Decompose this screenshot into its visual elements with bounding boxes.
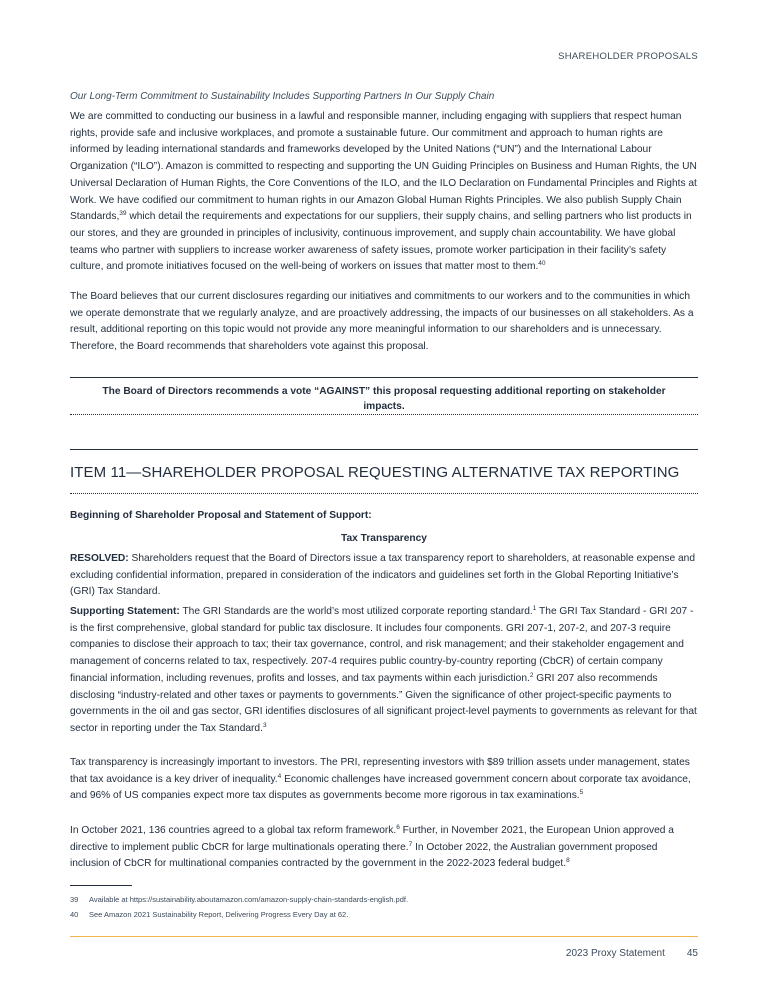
footer-rule — [70, 936, 698, 937]
paragraph-text: Economic challenges have increased government concern about corporate tax avoidance, and 96% of US companies expect more tax disputes as governments become more rigorous in tax examinations. — [70, 773, 691, 802]
investor-paragraph — [70, 755, 698, 805]
footnote-number: 40 — [70, 910, 79, 919]
paragraph-text: GRI 207 also recommends disclosing “industry-related and other taxes or payments to governments.” Given the significance of other project-specific payments to governments in the oil and gas sector, GRI identifies disclosures of all significant project-level payments to governments as relevant for that sector in reporting under the Tax Standard. — [70, 672, 697, 734]
paragraph-text: Tax transparency is increasingly important to investors. The PRI, representing investors with $89 trillion assets under management, states that tax avoidance is a key driver of inequality. — [70, 757, 690, 785]
footnote-item — [70, 895, 408, 904]
tax-reform-paragraph — [70, 823, 698, 873]
footnote-item — [70, 910, 348, 919]
footnote-ref: 5 — [579, 789, 584, 797]
body-paragraph-board-belief: The Board believes that our current disclosures regarding our initiatives and commitments to our workers and to the communities in which we operate demonstrate that we regularly analyze, and are proactively addressing, the impacts of our businesses on all stakeholders. As a result, additional reporting on this topic would not provide any more meaningful information to our shareholders and is unnecessary. Therefore, the Board recommends that shareholders vote against this proposal. — [70, 291, 694, 353]
resolved-paragraph — [70, 551, 698, 601]
paragraph-text: We are committed to conducting our business in a lawful and responsible manner, including engaging with suppliers that respect human rights, provide safe and inclusive workplaces, and promote a sustainable future. Our commitment and approach to human rights are informed by leading international standards and frameworks developed by the United Nations (“UN”) and the International Labour Organization (“ILO”). Amazon is committed to respecting and supporting the UN Guiding Principles on Business and Human Rights, the UN Universal Declaration of Human Rights, the Core Conventions of the ILO, and the ILO Declaration on Fundamental Principles and Rights at Work. We have codified our commitment to human rights in our Amazon Global Human Rights Principles. We also publish Supply Chain Standards, — [70, 111, 697, 223]
item-heading: ITEM 11—SHAREHOLDER PROPOSAL REQUESTING ALTERNATIVE TAX REPORTING — [70, 464, 680, 481]
page-footer — [566, 948, 698, 959]
footnote-ref: 1 — [532, 605, 537, 612]
item-top-rule — [70, 449, 698, 450]
footnote-rule — [70, 885, 132, 886]
board-recommendation: The Board of Directors recommends a vote “AGAINST” this proposal requesting additional reporting on stakeholder impacts. — [102, 386, 666, 412]
proposal-title: Tax Transparency — [341, 533, 427, 544]
footnote-ref: 4 — [277, 772, 282, 780]
section-subheading: Our Long-Term Commitment to Sustainability Includes Supporting Partners In Our Supply Chain — [70, 91, 495, 102]
paragraph-text: Shareholders request that the Board of Directors issue a tax transparency report to shareholders, at reasonable expense and excluding confidential information, prepared in consideration of the indicators and guidelines set forth in the Global Reporting Initiative’s (GRI) Tax Standard. — [70, 553, 695, 598]
resolved-label: RESOLVED: — [70, 553, 129, 564]
paragraph-text: In October 2022, the Australian government proposed inclusion of CbCR for multinational companies contracted by the government in the 2022-2023 federal budget. — [70, 841, 658, 870]
paragraph-text: The GRI Standards are the world’s most utilized corporate reporting standard. — [179, 606, 533, 617]
footnote-number: 39 — [70, 895, 79, 904]
supporting-statement-paragraph — [70, 604, 698, 738]
footnote-ref: 7 — [408, 840, 413, 848]
paragraph-text: which detail the requirements and expectations for our suppliers, their supply chains, and selling partners who list products in our stores, and they are grounded in principles of inclusivity, continuous improvement, and supply chain accountability. We have global teams who partner with suppliers to increase worker awareness of safety issues, promote worker participation in their facility’s safety culture, and promote initiatives focused on the well-being of workers on issues that matter most to them. — [70, 211, 692, 273]
paragraph-text: In October 2021, 136 countries agreed to a global tax reform framework. — [70, 825, 397, 836]
footnote-ref: 8 — [566, 857, 570, 865]
recommendation-bottom-rule — [70, 414, 698, 415]
recommendation-top-rule — [70, 377, 698, 378]
footnote-ref: 39 — [119, 210, 127, 218]
footnote-ref: 6 — [396, 824, 400, 831]
paragraph-text: The GRI Tax Standard - GRI 207 - is the first comprehensive, global standard for public tax disclosure. It includes four components. GRI 207-1, 207-2, and 207-3 require companies to disclose their approach to tax; their tax governance, control, and risk management; and their stakeholder engagement and management of concerns related to tax, respectively. 207-4 requires public country-by-country reporting (CbCR) of certain company financial information, including revenues, profits and losses, and tax payments within each jurisdiction. — [70, 606, 694, 684]
paragraph-text: Further, in November 2021, the European Union approved a directive to implement public CbCR for large multinationals operating there. — [70, 825, 674, 853]
footnote-ref: 2 — [529, 671, 534, 679]
footnote-text: Available at https://sustainability.aboutamazon.com/amazon-supply-chain-standards-english.pdf. — [89, 895, 409, 904]
footer-doc-title: 2023 Proxy Statement — [565, 948, 665, 959]
footnote-text: See Amazon 2021 Sustainability Report, Delivering Progress Every Day at 62. — [89, 910, 349, 919]
proposal-beginning-label: Beginning of Shareholder Proposal and Statement of Support: — [70, 510, 372, 521]
item-bottom-rule — [70, 493, 698, 494]
supporting-label: Supporting Statement: — [70, 606, 180, 617]
footnote-ref: 40 — [538, 260, 546, 268]
page-number: 45 — [686, 948, 698, 959]
body-paragraph-supply-chain — [70, 109, 698, 276]
running-head: SHAREHOLDER PROPOSALS — [558, 51, 698, 62]
footnote-ref: 3 — [262, 721, 267, 729]
